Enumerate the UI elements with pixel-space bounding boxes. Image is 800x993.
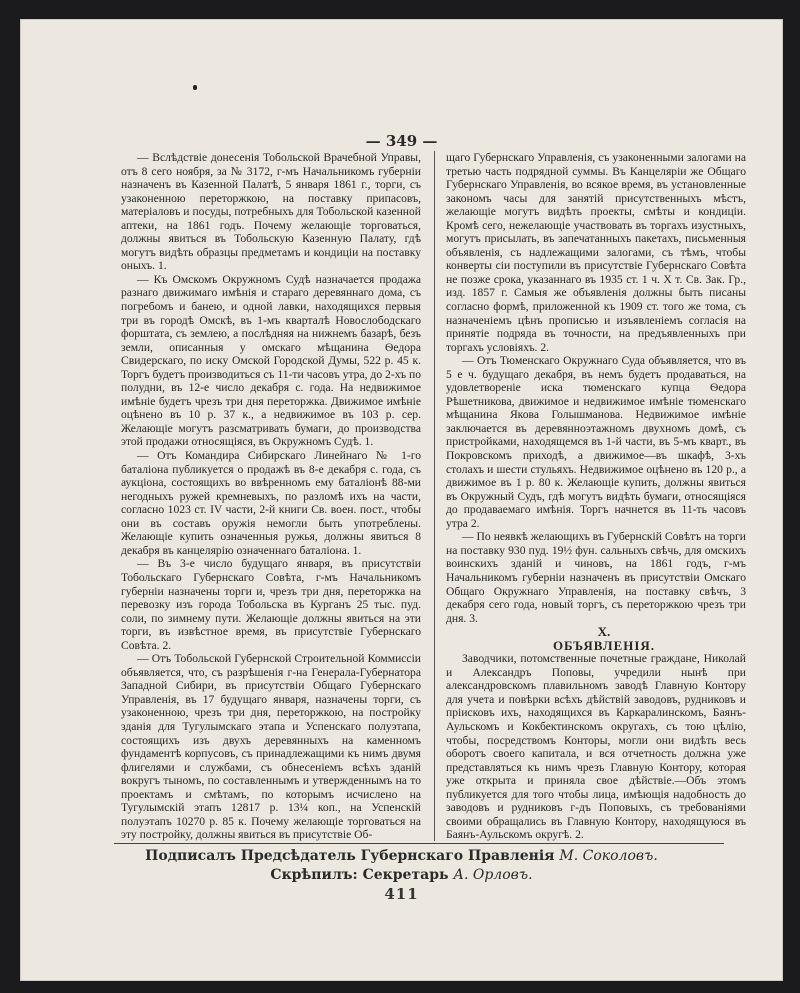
signature-name: А. Орловъ.: [453, 867, 533, 883]
notice-paragraph: — Отъ Командира Сибирскаго Линейнаго № 1-го баталіона публикуется о продажѣ въ 8-е декабря с. года, съ аукціона, состоящихъ во ввѣренномъ ему баталіонѣ 88-ми негодныхъ ружей кремневыхъ, по разломѣ ихъ на части, согласно 1023 ст. IV части, 2-й книги Св. воен. пост., чтобы они въ составъ оружія немогли быть употреблены. Желающіе купить означенныя ружья, должны явиться 8 декабря въ канцелярію означеннаго баталіона. 1.: [121, 449, 421, 557]
right-column: [446, 151, 746, 841]
notice-paragraph: — Отъ Тюменскаго Окружнаго Суда объявляется, что въ 5 е ч. будущаго декабря, въ немъ будетъ продаваться, на удовлетвореніе иска тюменскаго купца Ѳедора Рѣшетникова, движимое и недвижимое имѣніе тюменскаго мѣщанина Якова Голышманова. Недвижимое имѣніе заключается въ деревянноэтажномъ двухномъ домѣ, съ пристройками, находящемся въ 1-й части, въ 5-мъ кварт., въ Покровскомъ приходѣ, а движимое—въ шкафѣ, 3-хъ столахъ и шести стульяхъ. Недвижимое оцѣнено въ 120 р., а движимое въ 1 р. 80 к. Желающіе купить, должны явиться въ Окружный Судъ, гдѣ могутъ видѣть бумаги, относящіяся до продаваемаго имѣнія. Торгъ начнется въ 11-ть часовъ утра 2.: [446, 354, 746, 530]
notice-paragraph: — Отъ Тобольской Губернской Строительной Коммиссіи объявляется, что, съ разрѣшенія г-на Генерала-Губернатора Западной Сибири, въ присутствіи Общаго Губернскаго Управленія, въ 17 будущаго января, назначены торги, съ узаконенною, чрезъ три дня, переторжкою, на постройку зданія для Тугулымскаго этапа и Успенскаго полуэтапа, состоящихъ изъ двухъ деревянныхъ на каменномъ фундаментѣ корпусовъ, съ принадлежащими къ нимъ двумя флигелями и службами, съ обнесеніемъ всѣхъ зданій вокругъ тыномъ, по составленнымъ и утвержденнымъ на то проектамъ и смѣтамъ, по которымъ исчислено на Тугулымскій этапъ 12817 р. 13¼ коп., на Успенскій полуэтапъ 10270 р. 85 к. Почему желающіе торговаться на эту постройку, должны явиться въ присутствіе Об-: [121, 652, 421, 841]
handwritten-folio-number: 411: [384, 885, 419, 903]
signature-label: Скрѣпилъ: Секретарь: [270, 867, 449, 883]
document-page: [20, 19, 783, 981]
notice-paragraph: щаго Губернскаго Управленія, съ узаконенными залогами на третью часть подрядной суммы. Въ Канцеляріи же Общаго Губернскаго Управленія, во всякое время, въ установленные закономъ часы для занятій присутственныхъ мѣстъ, желающіе могутъ видѣть проекты, смѣты и кондиціи. Кромѣ сего, нежелающіе участвовать въ торгахъ изустныхъ, могутъ присылать, въ запечатанныхъ пакетахъ, письменныя объявленія, съ надлежащими залогами, съ тѣмъ, чтобы конверты сіи поступили въ присутствіе Губернскаго Совѣта не позже срока, указаннаго въ 1935 ст. 1 ч. X т. Св. Зак. Гр., изд. 1857 г. Самыя же объявленія должны быть писаны согласно формѣ, приложенной къ 1909 ст. того же тома, съ назначеніемъ цѣнъ прописью и изъявленіемъ согласія на принятіе подряда въ точности, на предъявленныхъ при торгахъ условіяхъ. 2.: [446, 151, 746, 354]
ink-speck: [193, 85, 197, 90]
section-title: ОБЪЯВЛЕНІЯ.: [552, 637, 656, 653]
signature-line-secretary: [20, 867, 783, 883]
notice-paragraph: — По неявкѣ желающихъ въ Губернскій Совѣтъ на торги на поставку 930 пуд. 19½ фун. сальныхъ свѣчь, для омскихъ воинскихъ зданій и чиновъ, на 1861 годъ, г-мъ Начальникомъ губерніи назначенъ въ присутствіи Омскаго Общаго Окружнаго Управленія, на поставку свѣчъ, 3 декабря сего года, новый торгъ, съ переторжкою чрезъ три дня. 3.: [446, 530, 746, 625]
left-column: [121, 151, 421, 841]
signature-rule: [114, 843, 724, 844]
announcement-paragraph: Заводчики, потомственные почетные граждане, Николай и Александръ Поповы, учредили нынѣ при александровскомъ плавильномъ заводѣ Главную Контору для учета и повѣрки всѣхъ дѣйствій заводовъ, рудниковъ и пріисковъ ихъ, находящихся въ Каркаралинскомъ, Баянъ-Аульскомъ и Кокбектинскомъ округахъ, съ тою цѣлію, чтобы, посредствомъ Конторы, могли они видѣть весь оборотъ своего капитала, и вся отчетность должна уже представляться къ нимъ чрезъ Главную Контору, которая уже открыта и приняла свое дѣйствіе.—Объ этомъ публикуется для того чтобы лица, имѣющія надобность до заводовъ и рудниковъ г-дъ Поповыхъ, съ требованіями своими обращались въ Главную Контору, находящуюся въ Баянъ-Аульскомъ округѣ. 2.: [446, 652, 746, 841]
notice-paragraph: — Вслѣдствіе донесенія Тобольской Врачебной Управы, отъ 8 сего ноября, за № 3172, г-мъ Начальникомъ губерніи назначенъ въ Казенной Палатѣ, 5 января 1861 г., торги, съ узаконенною переторжкою, на поставку припасовъ, матеріаловъ и посуды, потребныхъ для Тобольской казенной аптеки, на 1861 годъ. Почему желающіе торговаться, должны явиться въ Тобольскую Казенную Палату, гдѣ могутъ видѣть образцы предметамъ и кондиціи на поставку оныхъ. 1.: [121, 151, 421, 273]
signature-line-chairman: [20, 848, 783, 864]
column-divider: [434, 151, 435, 841]
notice-paragraph: — Къ Омскомъ Окружномъ Судѣ назначается продажа разнаго движимаго имѣнія и стараго деревяннаго дома, съ погребомъ и банею, и одной лавки, находящихся первыя три въ городѣ Омскѣ, въ 1-мъ кварталѣ Новослободскаго форштата, съ землею, а послѣдняя на нижнемъ базарѣ, безъ земли, описанныя у омскаго мѣщанина Ѳедора Свидерскаго, по иску Омской Городской Думы, 522 р. 45 к. Торгъ будетъ производиться съ 11-ти часовъ утра, до 2-хъ по полудни, въ 12-е число декабря с. года. На недвижимое имѣніе будетъ чрезъ три дня переторжка. Движимое имѣніе оцѣнено въ 10 р. 37 к., а недвижимое въ 103 р. сер. Желающіе могутъ разсматривать бумаги, до производства этой продажи относящіяся, въ Окружномъ Судѣ. 1.: [121, 272, 421, 449]
page-header: — 349 —: [365, 132, 438, 150]
signature-label: Подписалъ Предсѣдатель Губернскаго Правленія: [145, 848, 555, 864]
notice-paragraph: — Въ 3-е число будущаго января, въ присутствіи Тобольскаго Губернскаго Совѣта, г-мъ Начальникомъ губерніи назначены торги и, чрезъ три дня, переторжка на перевозку изъ города Тобольска въ Курганъ 25 тыс. пуд. соли, по зимнему пути. Желающіе должны явиться на эти торги, въ извѣстное время, въ присутствіе Губернскаго Совѣта. 2.: [121, 557, 421, 652]
section-number: X.: [597, 624, 611, 640]
signature-name: М. Соколовъ.: [559, 848, 658, 864]
